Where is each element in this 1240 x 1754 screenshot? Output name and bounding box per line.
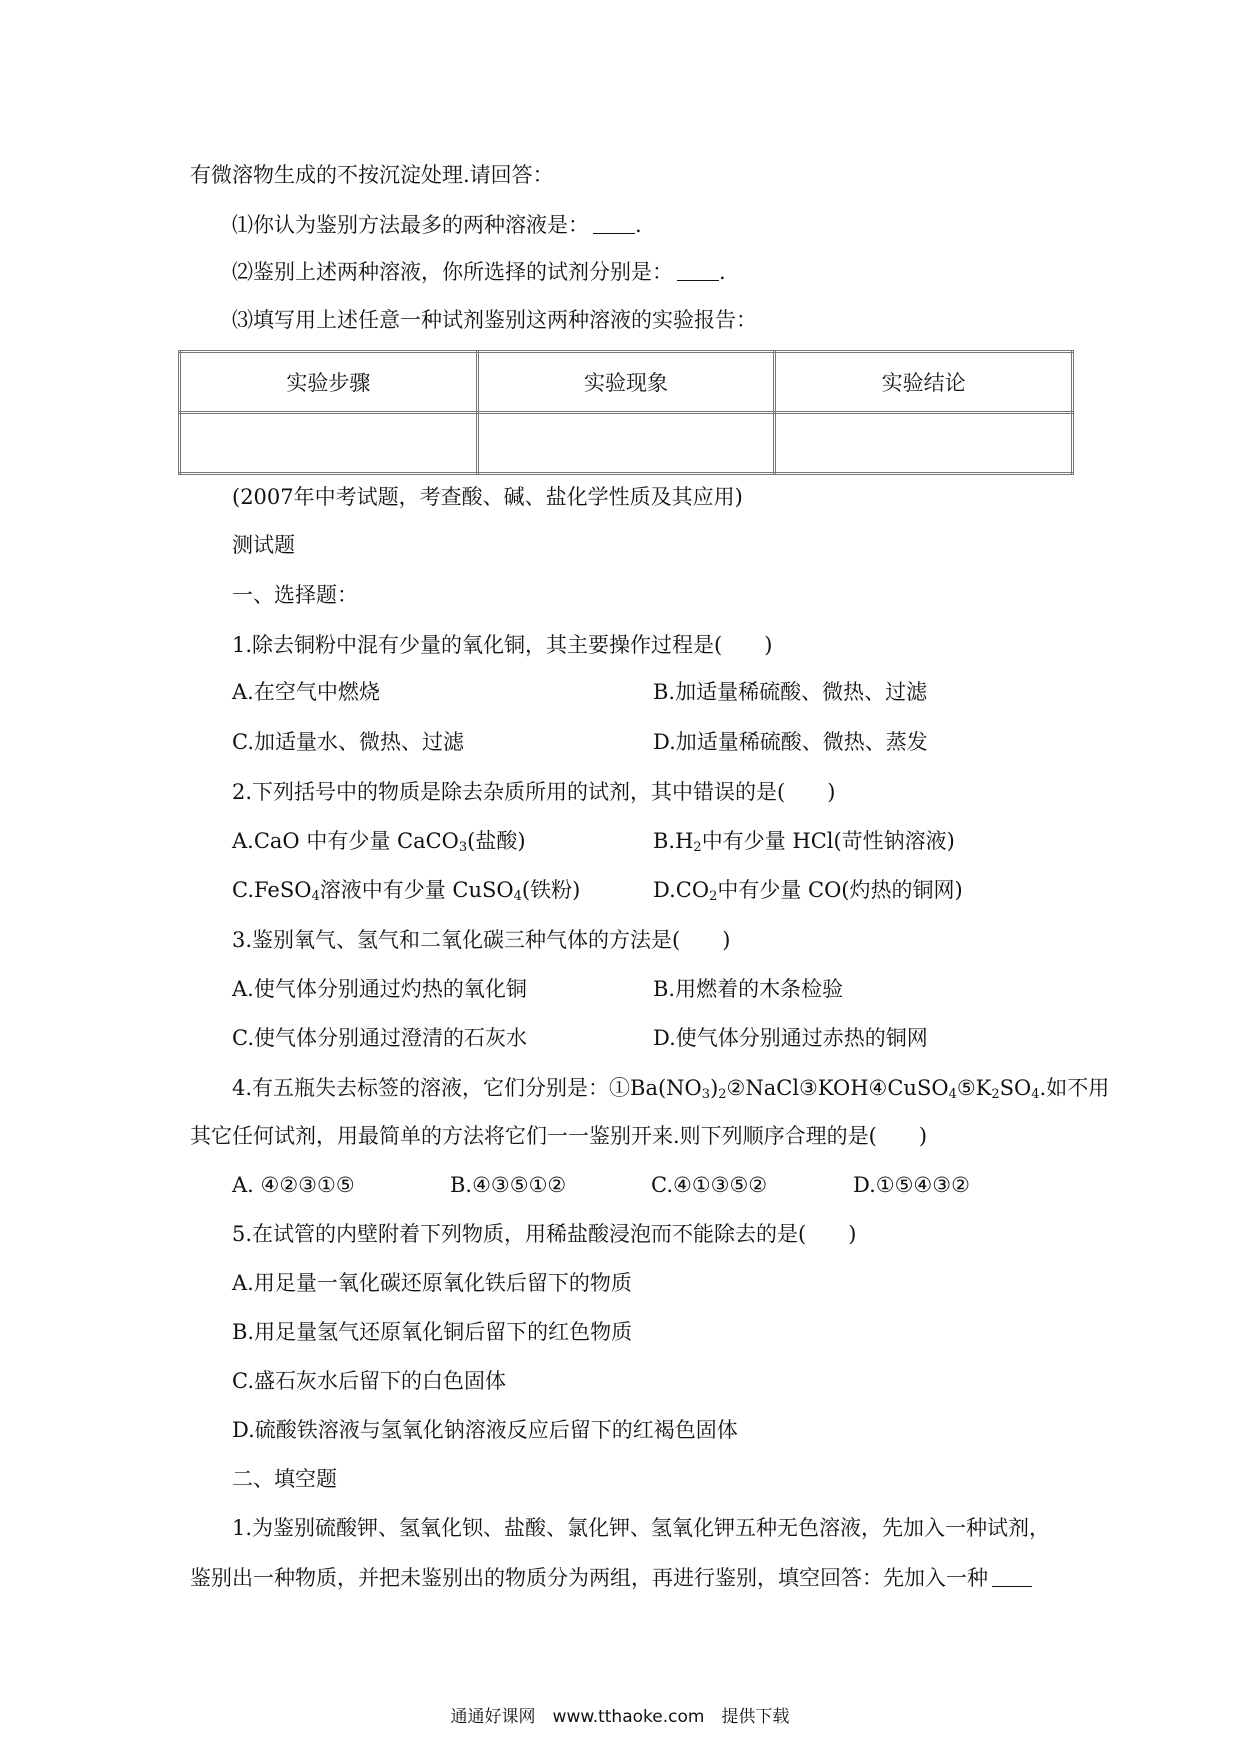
mc-question-4-continued: 其它任何试剂，用最简单的方法将它们一一鉴别开来.则下列顺序合理的是( ) [190, 1124, 928, 1148]
option-a[interactable]: A.在空气中燃烧 [232, 680, 380, 704]
option-b[interactable]: B.用燃着的木条检验 [653, 977, 844, 1001]
mc-question-4: 4.有五瓶失去标签的溶液，它们分别是：$①Ba(NO_3)_2②NaCl③KOH④CuSO_4⑤K_2SO_4$.如不用 [232, 1076, 1110, 1102]
section-heading-choice: 一、选择题： [232, 583, 358, 607]
question-2-text: ⑵鉴别上述两种溶液，你所选择的试剂分别是： [232, 260, 673, 284]
option-b[interactable]: B.④③⑤①② [450, 1173, 567, 1197]
mc-question-5: 5.在试管的内壁附着下列物质，用稀盐酸浸泡而不能除去的是( ) [232, 1222, 857, 1246]
fill-question-1: 1.为鉴别硫酸钾、氢氧化钡、盐酸、氯化钾、氢氧化钾五种无色溶液，先加入一种试剂， [232, 1516, 1051, 1540]
question-1-line: ⑴你认为鉴别方法最多的两种溶液是： . [232, 213, 642, 237]
fill-question-1-continued: 鉴别出一种物质，并把未鉴别出的物质分为两组，再进行鉴别，填空回答：先加入一种 [190, 1563, 1032, 1593]
intro-text: 有微溶物生成的不按沉淀处理.请回答： [190, 163, 554, 187]
mc-question-2: 2.下列括号中的物质是除去杂质所用的试剂，其中错误的是( ) [232, 780, 836, 804]
option-c[interactable]: C.④①③⑤② [651, 1173, 768, 1197]
section-heading-fill: 二、填空题 [232, 1467, 337, 1491]
option-a[interactable]: A.用足量一氧化碳还原氧化铁后留下的物质 [232, 1271, 632, 1295]
option-b[interactable]: $B.H_2$中有少量 HCl(苛性钠溶液) [653, 829, 955, 855]
page-footer: 通通好课网 www.tthaoke.com 提供下载 [450, 1707, 790, 1727]
option-d[interactable]: D.使气体分别通过赤热的铜网 [653, 1026, 928, 1050]
answer-blank[interactable] [992, 1564, 1032, 1587]
option-a[interactable]: A. ④②③①⑤ [232, 1173, 355, 1197]
option-d[interactable]: D.加适量稀硫酸、微热、蒸发 [653, 730, 928, 754]
question-3-text: ⑶填写用上述任意一种试剂鉴别这两种溶液的实验报告： [232, 308, 757, 332]
table-row [180, 413, 1073, 474]
option-a[interactable]: A.使气体分别通过灼热的氧化铜 [232, 977, 527, 1001]
option-a[interactable]: A.CaO 中有少量 CaCO$_3$(盐酸) [232, 829, 526, 855]
option-b[interactable]: B.加适量稀硫酸、微热、过滤 [653, 680, 928, 704]
table-header-cell: 实验结论 [775, 352, 1073, 413]
table-header-cell: 实验步骤 [180, 352, 478, 413]
table-cell-steps[interactable] [180, 413, 478, 474]
option-c[interactable]: C.FeSO$_4$溶液中有少量 CuSO$_4$(铁粉) [232, 878, 581, 904]
option-b[interactable]: B.用足量氢气还原氧化铜后留下的红色物质 [232, 1320, 633, 1344]
experiment-report-table [178, 350, 1074, 475]
option-d[interactable]: D.硫酸铁溶液与氢氧化钠溶液反应后留下的红褐色固体 [232, 1418, 738, 1442]
question-2-line: ⑵鉴别上述两种溶液，你所选择的试剂分别是： . [232, 260, 726, 284]
mc-question-1: 1.除去铜粉中混有少量的氧化铜，其主要操作过程是( ) [232, 633, 773, 657]
option-c[interactable]: C.盛石灰水后留下的白色固体 [232, 1369, 506, 1393]
test-title: 测试题 [232, 533, 295, 557]
option-c[interactable]: C.使气体分别通过澄清的石灰水 [232, 1026, 527, 1050]
table-header-row [180, 352, 1073, 413]
mc-question-3: 3.鉴别氧气、氢气和二氧化碳三种气体的方法是( ) [232, 928, 731, 952]
table-cell-phenomenon[interactable] [477, 413, 775, 474]
table-cell-conclusion[interactable] [775, 413, 1073, 474]
option-d[interactable]: $D.CO_2$中有少量 CO(灼热的铜网) [653, 878, 963, 904]
option-d[interactable]: D.①⑤④③② [853, 1173, 970, 1197]
answer-blank[interactable] [677, 258, 719, 281]
option-c[interactable]: C.加适量水、微热、过滤 [232, 730, 464, 754]
question-1-text: ⑴你认为鉴别方法最多的两种溶液是： [232, 213, 589, 237]
answer-blank[interactable] [593, 211, 635, 234]
source-note: (2007年中考试题，考查酸、碱、盐化学性质及其应用) [232, 485, 743, 509]
table-header-cell: 实验现象 [477, 352, 775, 413]
